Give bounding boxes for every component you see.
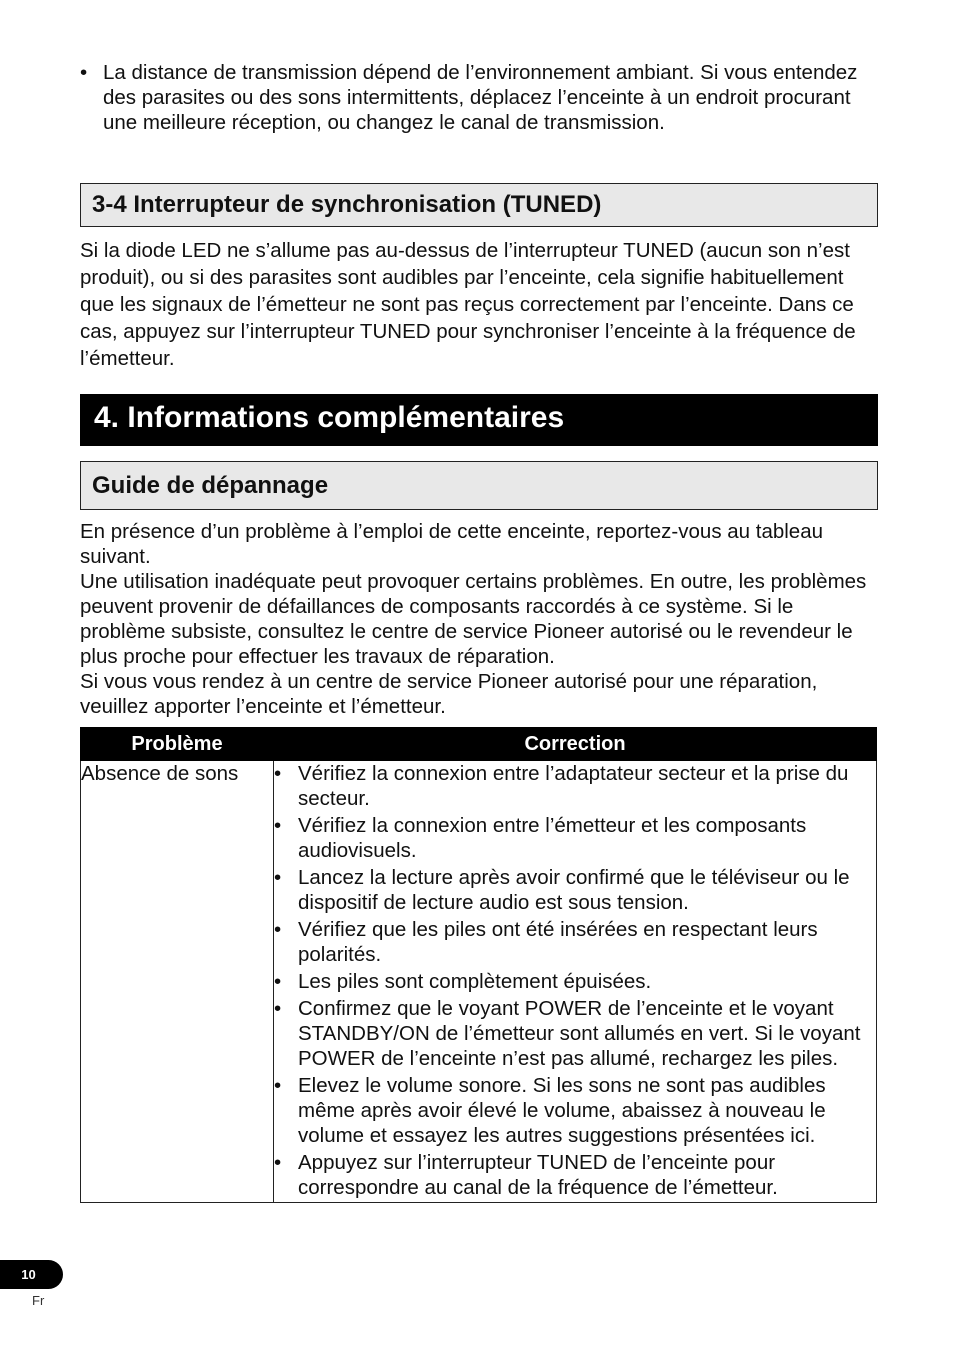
bullet-glyph: •: [274, 918, 282, 941]
correction-text: Confirmez que le voyant POWER de l’enceinte et le voyant STANDBY/ON de l’émetteur sont allumés en vert. Si le voyant POWER de l’enceinte n’est pas allumé, rechargez les piles.: [298, 997, 861, 1070]
correction-cell: [274, 761, 877, 1203]
list-item: [274, 761, 876, 811]
table-row: [81, 761, 877, 1203]
bullet-glyph: •: [80, 61, 88, 84]
intro-bullet: [80, 60, 878, 135]
correction-text: Appuyez sur l’interrupteur TUNED de l’enceinte pour correspondre au canal de la fréquence de l’émetteur.: [298, 1151, 778, 1199]
intro-paragraph-3: Si vous vous rendez à un centre de service Pioneer autorisé pour une réparation, veuillez apporter l’enceinte et l’émetteur.: [80, 670, 818, 718]
chapter-title: 4. Informations complémentaires: [80, 394, 878, 446]
troubleshooting-table: [80, 727, 877, 1203]
intro-paragraph-2: Une utilisation inadéquate peut provoquer certains problèmes. En outre, les problèmes peuvent provenir de défaillances de composants raccordés à ce système. Si le problème subsiste, consultez le centre de service Pioneer autorisé ou le revendeur le plus proche pour effectuer les travaux de réparation.: [80, 570, 867, 668]
column-header-problem: Problème: [81, 728, 274, 761]
intro-paragraph-1: En présence d’un problème à l’emploi de cette enceinte, reportez-vous au tableau suivant.: [80, 520, 824, 568]
intro-bullet-text: La distance de transmission dépend de l’environnement ambiant. Si vous entendez des parasites ou des sons intermittents, déplacez l’enceinte à un endroit procurant une meilleure réception, ou changez le canal de transmission.: [103, 61, 858, 134]
bullet-glyph: •: [274, 1151, 282, 1174]
section-tuned-body: Si la diode LED ne s’allume pas au-dessus de l’interrupteur TUNED (aucun son n’est produit), ou si des parasites sont audibles par l’enceinte, cela signifie habituellement que les signaux de l’émetteur ne sont pas reçus correctement par l’enceinte. Dans ce cas, appuyez sur l’interrupteur TUNED pour synchroniser l’enceinte à la fréquence de l’émetteur.: [80, 239, 856, 370]
problem-cell: Absence de sons: [81, 761, 274, 1203]
section-header-tuned: 3-4 Interrupteur de synchronisation (TUNED): [80, 183, 878, 227]
correction-text: Vérifiez la connexion entre l’adaptateur secteur et la prise du secteur.: [298, 762, 849, 810]
correction-text: Vérifiez la connexion entre l’émetteur et les composants audiovisuels.: [298, 814, 807, 862]
correction-text: Lancez la lecture après avoir confirmé que le téléviseur ou le dispositif de lecture audio est sous tension.: [298, 866, 850, 914]
list-item: [274, 813, 876, 863]
list-item: [274, 996, 876, 1071]
section-header-troubleshooting: Guide de dépannage: [80, 461, 878, 510]
table-header-row: [81, 728, 877, 761]
bullet-glyph: •: [274, 997, 282, 1020]
correction-text: Vérifiez que les piles ont été insérées en respectant leurs polarités.: [298, 918, 818, 966]
bullet-glyph: •: [274, 1074, 282, 1097]
bullet-glyph: •: [274, 762, 282, 785]
bullet-glyph: •: [274, 970, 282, 993]
correction-text: Elevez le volume sonore. Si les sons ne sont pas audibles même après avoir élevé le volume, abaissez à nouveau le volume et essayez les autres suggestions présentées ici.: [298, 1074, 826, 1147]
column-header-correction: Correction: [274, 728, 877, 761]
correction-text: Les piles sont complètement épuisées.: [298, 970, 652, 993]
bullet-glyph: •: [274, 866, 282, 889]
correction-list: [274, 761, 876, 1200]
list-item: [274, 969, 876, 994]
troubleshooting-intro: [80, 519, 878, 719]
page-number-badge: 10: [0, 1260, 63, 1289]
bullet-glyph: •: [274, 814, 282, 837]
list-item: [274, 1150, 876, 1200]
list-item: [274, 865, 876, 915]
list-item: [274, 1073, 876, 1148]
list-item: [274, 917, 876, 967]
language-code: Fr: [32, 1293, 45, 1308]
